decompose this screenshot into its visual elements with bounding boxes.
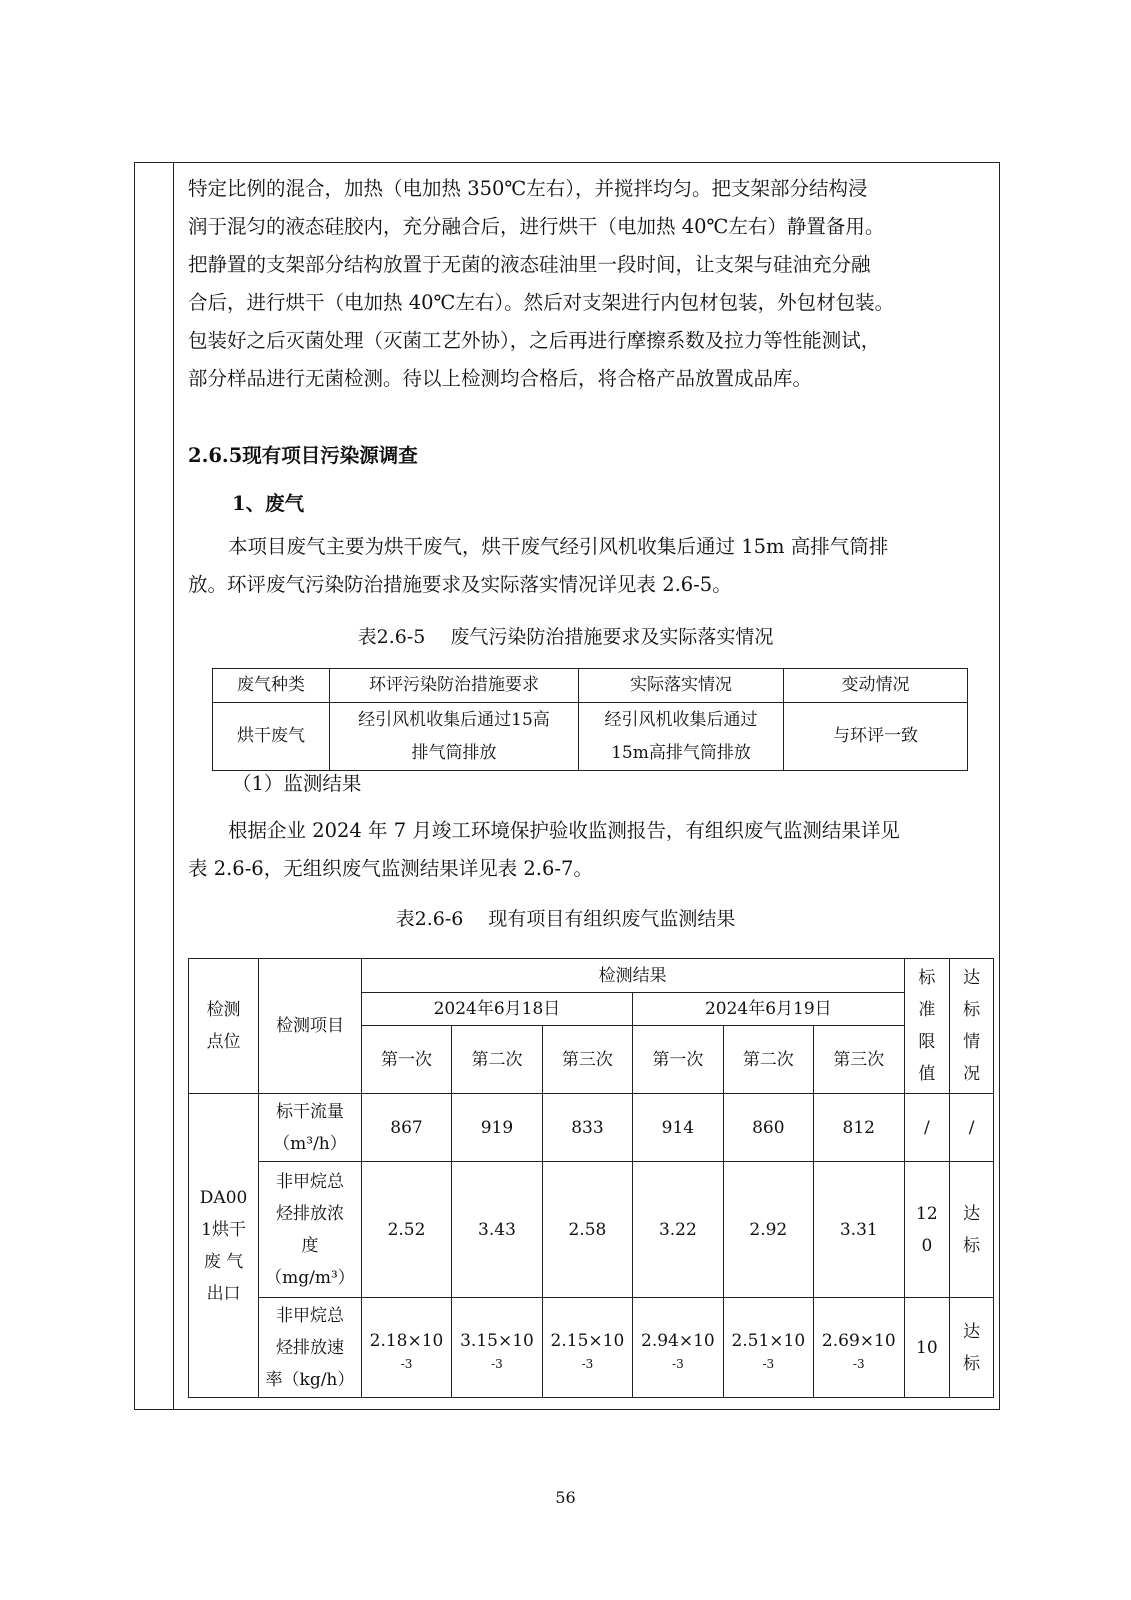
status-cell: / xyxy=(950,1094,994,1162)
value-cell xyxy=(361,1298,451,1398)
cell-line: 标 xyxy=(963,1353,981,1374)
value-cell xyxy=(814,1298,904,1398)
point-cell xyxy=(189,1094,259,1398)
value-mantissa: 2.94×10 xyxy=(641,1330,715,1351)
cell-line: DA00 xyxy=(199,1187,248,1208)
cell-line: 排气筒排放 xyxy=(411,742,497,763)
subsection-title: 1、废气 xyxy=(232,492,305,515)
table-header: 变动情况 xyxy=(784,669,968,703)
value-cell: 3.43 xyxy=(452,1162,542,1298)
header-limit xyxy=(904,959,950,1094)
cell-line: 烃排放浓 xyxy=(275,1203,344,1224)
header-date: 2024年6月18日 xyxy=(361,993,632,1026)
header-char: 达 xyxy=(963,968,981,988)
header-time: 第二次 xyxy=(723,1026,813,1094)
cell-line: 标干流量 xyxy=(275,1101,344,1122)
status-cell xyxy=(950,1298,994,1398)
monitoring-line: 表 2.6-6，无组织废气监测结果详见表 2.6-7。 xyxy=(188,857,593,880)
header-line: 点位 xyxy=(206,1032,241,1052)
measures-table xyxy=(212,668,968,771)
value-exponent: -3 xyxy=(581,1356,594,1371)
waste-gas-paragraph xyxy=(188,528,988,604)
value-cell: 2.92 xyxy=(723,1162,813,1298)
table-header: 实际落实情况 xyxy=(579,669,784,703)
cell-line: 非甲烷总 xyxy=(275,1305,344,1326)
limit-cell xyxy=(904,1162,950,1298)
header-point xyxy=(189,959,259,1094)
left-margin-column xyxy=(134,162,174,1410)
table-cell xyxy=(330,703,579,771)
header-time: 第一次 xyxy=(633,1026,723,1094)
cell-line: 1烘干 xyxy=(201,1219,246,1240)
header-char: 标 xyxy=(918,968,936,988)
header-char: 限 xyxy=(918,1032,936,1052)
monitoring-table xyxy=(188,958,994,1398)
value-exponent: -3 xyxy=(852,1356,865,1371)
value-mantissa: 2.51×10 xyxy=(731,1330,806,1351)
header-line: 检测 xyxy=(206,1000,241,1020)
header-char: 情 xyxy=(963,1032,981,1052)
cell-line: 达 xyxy=(963,1321,981,1342)
table2-caption: 表2.6-6 现有项目有组织废气监测结果 xyxy=(395,908,736,930)
value-exponent: -3 xyxy=(762,1356,775,1371)
header-date: 2024年6月19日 xyxy=(633,993,904,1026)
cell-line: （mg/m³） xyxy=(265,1267,355,1288)
intro-line: 把静置的支架部分结构放置于无菌的液态硅油里一段时间，让支架与硅油充分融 xyxy=(188,253,871,276)
value-mantissa: 2.69×10 xyxy=(821,1330,896,1351)
waste-gas-line: 放。环评废气污染防治措施要求及实际落实情况详见表 2.6-5。 xyxy=(188,573,732,596)
header-time: 第三次 xyxy=(542,1026,632,1094)
header-char: 值 xyxy=(918,1064,936,1084)
table-header: 废气种类 xyxy=(213,669,330,703)
cell-line: （m³/h） xyxy=(273,1133,347,1154)
cell-line: 出口 xyxy=(206,1283,241,1304)
cell-line: 经引风机收集后通过 xyxy=(604,709,758,730)
header-results: 检测结果 xyxy=(361,959,904,993)
intro-paragraph xyxy=(188,170,988,398)
value-mantissa: 2.15×10 xyxy=(550,1330,625,1351)
cell-line: 标 xyxy=(963,1235,981,1256)
value-exponent: -3 xyxy=(491,1356,503,1371)
value-cell: 3.31 xyxy=(814,1162,904,1298)
intro-line: 合后，进行烘干（电加热 40℃左右）。然后对支架进行内包材包装，外包材包装。 xyxy=(188,291,895,314)
cell-line: 15m高排气筒排放 xyxy=(611,742,751,763)
item-cell xyxy=(259,1162,362,1298)
table-cell: 烘干废气 xyxy=(213,703,330,771)
header-time: 第一次 xyxy=(361,1026,451,1094)
value-cell: 867 xyxy=(361,1094,451,1162)
table-header: 环评污染防治措施要求 xyxy=(330,669,579,703)
value-mantissa: 2.18×10 xyxy=(369,1330,444,1351)
value-cell: 2.58 xyxy=(542,1162,632,1298)
monitoring-paragraph xyxy=(188,812,988,888)
header-time: 第二次 xyxy=(452,1026,542,1094)
table-cell: 与环评一致 xyxy=(784,703,968,771)
value-cell: 860 xyxy=(723,1094,813,1162)
cell-line: 达 xyxy=(963,1203,981,1224)
header-status xyxy=(950,959,994,1094)
intro-line: 包装好之后灭菌处理（灭菌工艺外协），之后再进行摩擦系数及拉力等性能测试， xyxy=(188,329,881,352)
cell-line: 非甲烷总 xyxy=(275,1171,344,1192)
header-item: 检测项目 xyxy=(259,959,362,1094)
header-char: 标 xyxy=(963,1000,981,1020)
value-cell: 2.52 xyxy=(361,1162,451,1298)
section-title: 2.6.5现有项目污染源调查 xyxy=(188,444,418,467)
limit-cell: 10 xyxy=(904,1298,950,1398)
value-cell xyxy=(633,1298,723,1398)
table-cell xyxy=(579,703,784,771)
value-exponent: -3 xyxy=(400,1356,413,1371)
header-char: 况 xyxy=(963,1064,981,1084)
intro-line: 部分样品进行无菌检测。待以上检测均合格后，将合格产品放置成品库。 xyxy=(188,367,813,390)
cell-line: 0 xyxy=(921,1235,933,1256)
limit-cell: / xyxy=(904,1094,950,1162)
value-cell: 812 xyxy=(814,1094,904,1162)
value-mantissa: 3.15×10 xyxy=(460,1330,534,1351)
header-char: 准 xyxy=(918,1000,936,1020)
value-cell xyxy=(452,1298,542,1398)
waste-gas-line: 本项目废气主要为烘干废气，烘干废气经引风机收集后通过 15m 高排气筒排 xyxy=(228,535,889,558)
value-cell: 919 xyxy=(452,1094,542,1162)
cell-line: 12 xyxy=(916,1203,938,1224)
cell-line: 度 xyxy=(301,1235,319,1256)
cell-line: 废 气 xyxy=(203,1251,244,1272)
intro-line: 特定比例的混合，加热（电加热 350℃左右），并搅拌均匀。把支架部分结构浸 xyxy=(188,177,868,200)
value-exponent: -3 xyxy=(672,1356,684,1371)
monitoring-line: 根据企业 2024 年 7 月竣工环境保护验收监测报告，有组织废气监测结果详见 xyxy=(228,819,900,842)
cell-line: 率（kg/h） xyxy=(265,1369,355,1390)
value-cell: 3.22 xyxy=(633,1162,723,1298)
monitoring-title: （1）监测结果 xyxy=(232,772,362,795)
header-time: 第三次 xyxy=(814,1026,904,1094)
page-number: 56 xyxy=(555,1488,576,1507)
status-cell xyxy=(950,1162,994,1298)
cell-line: 烃排放速 xyxy=(275,1337,344,1358)
value-cell xyxy=(542,1298,632,1398)
item-cell xyxy=(259,1298,362,1398)
cell-line: 经引风机收集后通过15高 xyxy=(358,709,550,730)
value-cell: 914 xyxy=(633,1094,723,1162)
value-cell: 833 xyxy=(542,1094,632,1162)
item-cell xyxy=(259,1094,362,1162)
value-cell xyxy=(723,1298,813,1398)
table1-caption: 表2.6-5 废气污染防治措施要求及实际落实情况 xyxy=(357,626,774,648)
intro-line: 润于混匀的液态硅胶内，充分融合后，进行烘干（电加热 40℃左右）静置备用。 xyxy=(188,215,885,238)
